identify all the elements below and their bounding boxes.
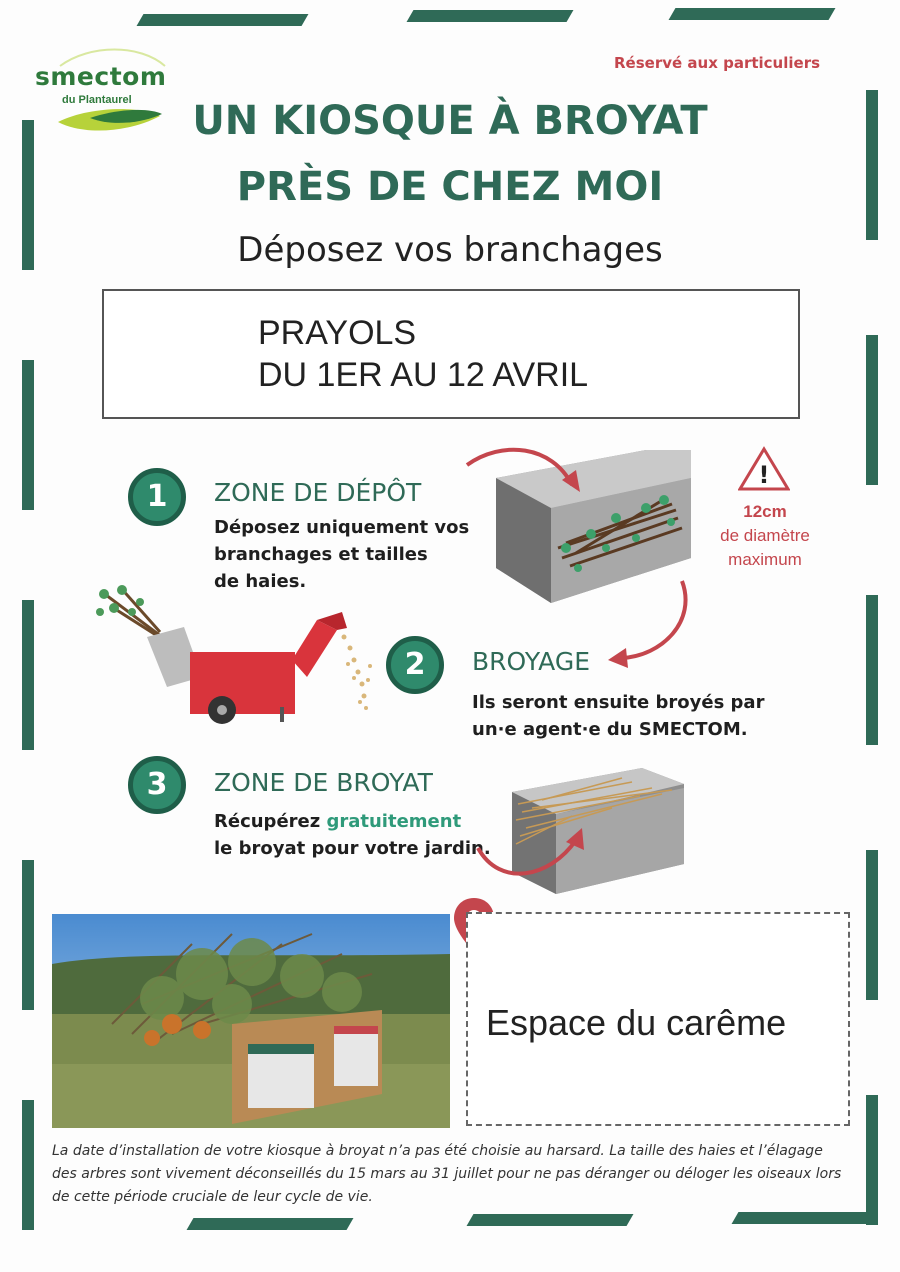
footnote: La date d’installation de votre kiosque à broyat n’a pas été choisie au harsard. La taille des haies et l’élagage des arbres sont vivement déconseillés du 15 mars au 31 juillet pour ne pas déranger ou déloger les oiseaux lors de cette période cruciale de leur cycle de vie. [52, 1143, 842, 1205]
arrow-into-broyat-icon [470, 818, 590, 888]
warning-icon [738, 446, 790, 492]
wood-chipper-illustration [92, 582, 382, 732]
step-1-desc-line2: branchages et tailles [214, 544, 428, 565]
frame-bar-left-3 [22, 600, 34, 750]
place-name: PRAYOLS [258, 314, 417, 352]
step-2-desc-line2: un·e agent·e du SMECTOM. [472, 719, 748, 740]
step-3-title: ZONE DE BROYAT [214, 768, 433, 797]
page-title-line1: UN KIOSQUE À BROYAT [192, 98, 708, 144]
frame-bar-right-5 [866, 1095, 878, 1225]
frame-bar-left-1 [22, 120, 34, 270]
location-box [466, 912, 850, 1126]
place-box [102, 289, 800, 419]
step-2-desc-line1: Ils seront ensuite broyés par [472, 692, 765, 713]
frame-bar-bottom-2 [467, 1214, 634, 1226]
frame-bar-right-3 [866, 595, 878, 745]
frame-bar-bottom-3 [732, 1212, 874, 1224]
step-1-badge: 1 [128, 468, 186, 526]
kiosk-photo [52, 914, 450, 1128]
place-dates: DU 1ER AU 12 AVRIL [258, 356, 589, 394]
frame-bar-top-3 [669, 8, 836, 20]
step-1-title: ZONE DE DÉPÔT [214, 478, 422, 507]
svg-text:!: ! [758, 461, 770, 489]
arrow-to-broyage-icon [602, 576, 692, 676]
frame-bar-top-2 [407, 10, 574, 22]
frame-bar-right-2 [866, 335, 878, 485]
frame-bar-left-2 [22, 360, 34, 510]
warning-line2: de diamètre [720, 526, 810, 545]
page-subtitle: Déposez vos branchages [237, 230, 663, 270]
frame-bar-right-4 [866, 850, 878, 1000]
reserve-label: Réservé aux particuliers [614, 54, 821, 72]
location-name: Espace du carême [486, 1002, 787, 1043]
frame-bar-top-1 [137, 14, 309, 26]
step-3-desc-line1 [214, 808, 461, 835]
frame-bar-bottom-1 [187, 1218, 354, 1230]
step-1-desc-line1: Déposez uniquement vos [214, 517, 470, 538]
logo-name: smectom [35, 62, 167, 91]
frame-bar-left-5 [22, 1100, 34, 1230]
frame-bar-right-1 [866, 90, 878, 240]
page-title-line2: PRÈS DE CHEZ MOI [236, 164, 664, 210]
step-2-badge: 2 [386, 636, 444, 694]
warning-line3: maximum [728, 550, 802, 569]
step-1-desc-line3: de haies. [214, 571, 307, 592]
step-3-badge: 3 [128, 756, 186, 814]
step-3-desc-prefix: Récupérez [214, 811, 327, 832]
logo [30, 44, 180, 134]
logo-subtitle: du Plantaurel [62, 94, 132, 106]
step-2-title: BROYAGE [472, 647, 590, 676]
step-3-desc-highlight: gratuitement [326, 811, 462, 832]
step-3-desc-line2: le broyat pour votre jardin. [214, 838, 491, 859]
arrow-into-bin-icon [462, 440, 592, 510]
warning-size: 12cm [743, 502, 787, 521]
frame-bar-left-4 [22, 860, 34, 1010]
